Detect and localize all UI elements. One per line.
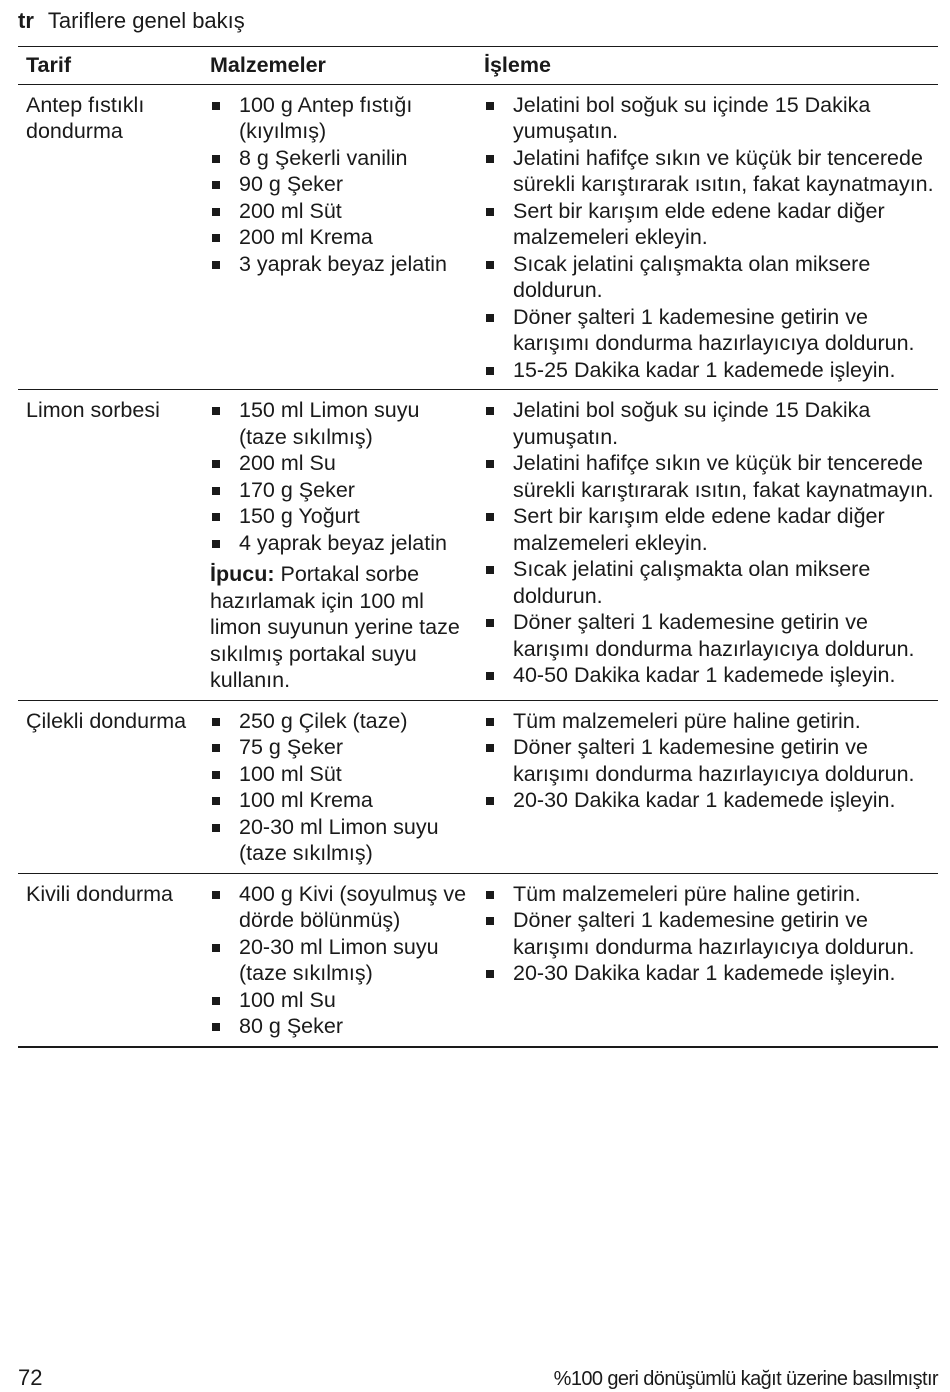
list-item xyxy=(484,503,934,556)
page-number: 72 xyxy=(18,1365,43,1390)
ingredient-text: 200 ml Krema xyxy=(239,225,373,249)
square-bullet-icon xyxy=(486,314,494,322)
step-text: Döner şalteri 1 kademesine getirin ve karışımı dondurma hazırlayıcıya doldurun. xyxy=(513,304,915,355)
list-item xyxy=(484,145,934,198)
list-item xyxy=(210,814,472,867)
list-item xyxy=(210,198,472,225)
step-text: Döner şalteri 1 kademesine getirin ve karışımı dondurma hazırlayıcıya doldurun. xyxy=(513,610,915,661)
square-bullet-icon xyxy=(212,181,220,189)
step-text: Sıcak jelatini çalışmakta olan miksere doldurun. xyxy=(513,251,871,302)
column-header-processing: İşleme xyxy=(478,47,938,85)
ingredients-cell xyxy=(202,390,478,701)
step-text: Sıcak jelatini çalışmakta olan miksere doldurun. xyxy=(513,557,871,608)
ingredient-text: 400 g Kivi (soyulmuş ve dörde bölünmüş) xyxy=(239,881,467,932)
ingredient-text: 90 g Şeker xyxy=(239,172,343,196)
ingredient-text: 200 ml Su xyxy=(239,451,336,475)
square-bullet-icon xyxy=(486,744,494,752)
ingredient-list xyxy=(210,397,472,556)
table-header-row xyxy=(18,47,938,85)
list-item xyxy=(484,450,934,503)
list-item xyxy=(210,761,472,788)
ingredient-text: 8 g Şekerli vanilin xyxy=(239,145,408,170)
list-item xyxy=(484,609,934,662)
list-item xyxy=(210,145,472,172)
ingredient-text: 150 ml Limon suyu (taze sıkılmış) xyxy=(239,398,420,449)
ingredient-text: 4 yaprak beyaz jelatin xyxy=(239,530,447,555)
square-bullet-icon xyxy=(212,771,220,779)
list-item xyxy=(484,662,934,689)
square-bullet-icon xyxy=(212,208,220,216)
square-bullet-icon xyxy=(486,208,494,216)
step-list xyxy=(484,397,934,689)
tip-text: Portakal sorbe hazırlamak için 100 ml limon suyunun yerine taze sıkılmış portakal suyu kullanın. xyxy=(210,562,460,692)
recipe-name: Kivili dondurma xyxy=(18,873,202,1047)
square-bullet-icon xyxy=(486,261,494,269)
list-item xyxy=(210,708,472,735)
square-bullet-icon xyxy=(212,513,220,521)
list-item xyxy=(210,397,472,450)
square-bullet-icon xyxy=(486,970,494,978)
list-item xyxy=(210,171,472,198)
tip-label: İpucu: xyxy=(210,562,275,586)
square-bullet-icon xyxy=(212,407,220,415)
list-item xyxy=(210,934,472,987)
column-header-recipe: Tarif xyxy=(18,47,202,85)
square-bullet-icon xyxy=(486,619,494,627)
list-item xyxy=(484,960,934,987)
steps-cell xyxy=(478,390,938,701)
ingredient-text: 75 g Şeker xyxy=(239,735,343,759)
step-text: 40-50 Dakika kadar 1 kademede işleyin. xyxy=(513,663,896,687)
square-bullet-icon xyxy=(486,672,494,680)
step-text: 15-25 Dakika kadar 1 kademede işleyin. xyxy=(513,357,896,382)
step-text: Tüm malzemeleri püre haline getirin. xyxy=(513,881,861,906)
square-bullet-icon xyxy=(486,718,494,726)
square-bullet-icon xyxy=(212,460,220,468)
ingredient-list xyxy=(210,708,472,867)
step-list xyxy=(484,92,934,384)
recipe-overview-table xyxy=(18,46,938,1048)
list-item xyxy=(210,734,472,761)
ingredient-text: 150 g Yoğurt xyxy=(239,504,360,528)
page-title: Tariflere genel bakış xyxy=(47,8,245,33)
step-text: Jelatini hafifçe sıkın ve küçük bir tencerede sürekli karıştırarak ısıtın, fakat kaynatmayın. xyxy=(513,451,934,502)
ingredient-text: 100 ml Su xyxy=(239,987,336,1012)
square-bullet-icon xyxy=(212,487,220,495)
page-header xyxy=(18,6,245,36)
step-text: Döner şalteri 1 kademesine getirin ve karışımı dondurma hazırlayıcıya doldurun. xyxy=(513,908,915,959)
step-list xyxy=(484,881,934,987)
recipe-name: Limon sorbesi xyxy=(18,390,202,701)
square-bullet-icon xyxy=(212,997,220,1005)
list-item xyxy=(484,734,934,787)
ingredient-text: 100 ml Süt xyxy=(239,761,342,786)
tip-note xyxy=(210,561,472,694)
list-item xyxy=(484,198,934,251)
list-item xyxy=(484,304,934,357)
square-bullet-icon xyxy=(212,744,220,752)
list-item xyxy=(210,987,472,1014)
square-bullet-icon xyxy=(486,367,494,375)
ingredient-text: 20-30 ml Limon suyu (taze sıkılmış) xyxy=(239,934,439,985)
steps-cell xyxy=(478,84,938,390)
list-item xyxy=(210,477,472,504)
square-bullet-icon xyxy=(486,407,494,415)
column-header-ingredients: Malzemeler xyxy=(202,47,478,85)
steps-cell xyxy=(478,700,938,873)
step-text: 20-30 Dakika kadar 1 kademede işleyin. xyxy=(513,961,896,985)
ingredient-list xyxy=(210,92,472,278)
language-code: tr xyxy=(18,8,34,33)
ingredients-cell xyxy=(202,84,478,390)
list-item xyxy=(484,907,934,960)
square-bullet-icon xyxy=(212,261,220,269)
square-bullet-icon xyxy=(486,460,494,468)
step-text: Sert bir karışım elde edene kadar diğer malzemeleri ekleyin. xyxy=(513,198,885,249)
list-item xyxy=(484,92,934,145)
step-text: 20-30 Dakika kadar 1 kademede işleyin. xyxy=(513,788,896,812)
list-item xyxy=(210,1013,472,1040)
ingredient-text: 250 g Çilek (taze) xyxy=(239,708,408,733)
table-row xyxy=(18,84,938,390)
square-bullet-icon xyxy=(486,797,494,805)
steps-cell xyxy=(478,873,938,1047)
step-text: Sert bir karışım elde edene kadar diğer malzemeleri ekleyin. xyxy=(513,504,885,555)
square-bullet-icon xyxy=(486,102,494,110)
square-bullet-icon xyxy=(486,917,494,925)
square-bullet-icon xyxy=(212,102,220,110)
list-item xyxy=(210,503,472,530)
square-bullet-icon xyxy=(486,891,494,899)
table-row xyxy=(18,700,938,873)
list-item xyxy=(484,357,934,384)
square-bullet-icon xyxy=(212,1023,220,1031)
ingredient-list xyxy=(210,881,472,1040)
list-item xyxy=(210,224,472,251)
list-item xyxy=(484,881,934,908)
recycled-paper-note: %100 geri dönüşümlü kağıt üzerine basılmıştır xyxy=(553,1368,938,1390)
list-item xyxy=(484,397,934,450)
step-list xyxy=(484,708,934,814)
ingredient-text: 100 g Antep fıstığı (kıyılmış) xyxy=(239,92,413,143)
step-text: Jelatini hafifçe sıkın ve küçük bir tencerede sürekli karıştırarak ısıtın, fakat kaynatmayın. xyxy=(513,145,934,196)
recipe-name: Çilekli dondurma xyxy=(18,700,202,873)
list-item xyxy=(210,251,472,278)
square-bullet-icon xyxy=(212,797,220,805)
list-item xyxy=(210,92,472,145)
recipe-name: Antep fıstıklı dondurma xyxy=(18,84,202,390)
list-item xyxy=(210,881,472,934)
square-bullet-icon xyxy=(212,540,220,548)
square-bullet-icon xyxy=(212,824,220,832)
list-item xyxy=(484,556,934,609)
step-text: Jelatini bol soğuk su içinde 15 Dakika yumuşatın. xyxy=(513,92,871,143)
list-item xyxy=(210,787,472,814)
square-bullet-icon xyxy=(212,155,220,163)
square-bullet-icon xyxy=(212,718,220,726)
ingredient-text: 20-30 ml Limon suyu (taze sıkılmış) xyxy=(239,814,439,865)
table-row xyxy=(18,390,938,701)
square-bullet-icon xyxy=(486,566,494,574)
square-bullet-icon xyxy=(212,891,220,899)
ingredient-text: 200 ml Süt xyxy=(239,198,342,223)
table-row xyxy=(18,873,938,1047)
list-item xyxy=(484,708,934,735)
square-bullet-icon xyxy=(212,234,220,242)
ingredients-cell xyxy=(202,873,478,1047)
ingredients-cell xyxy=(202,700,478,873)
square-bullet-icon xyxy=(486,513,494,521)
ingredient-text: 100 ml Krema xyxy=(239,788,373,812)
step-text: Tüm malzemeleri püre haline getirin. xyxy=(513,708,861,733)
step-text: Jelatini bol soğuk su içinde 15 Dakika yumuşatın. xyxy=(513,398,871,449)
square-bullet-icon xyxy=(486,155,494,163)
list-item xyxy=(484,251,934,304)
ingredient-text: 3 yaprak beyaz jelatin xyxy=(239,251,447,276)
list-item xyxy=(484,787,934,814)
list-item xyxy=(210,530,472,557)
list-item xyxy=(210,450,472,477)
square-bullet-icon xyxy=(212,944,220,952)
ingredient-text: 80 g Şeker xyxy=(239,1014,343,1038)
ingredient-text: 170 g Şeker xyxy=(239,477,355,502)
step-text: Döner şalteri 1 kademesine getirin ve karışımı dondurma hazırlayıcıya doldurun. xyxy=(513,735,915,786)
